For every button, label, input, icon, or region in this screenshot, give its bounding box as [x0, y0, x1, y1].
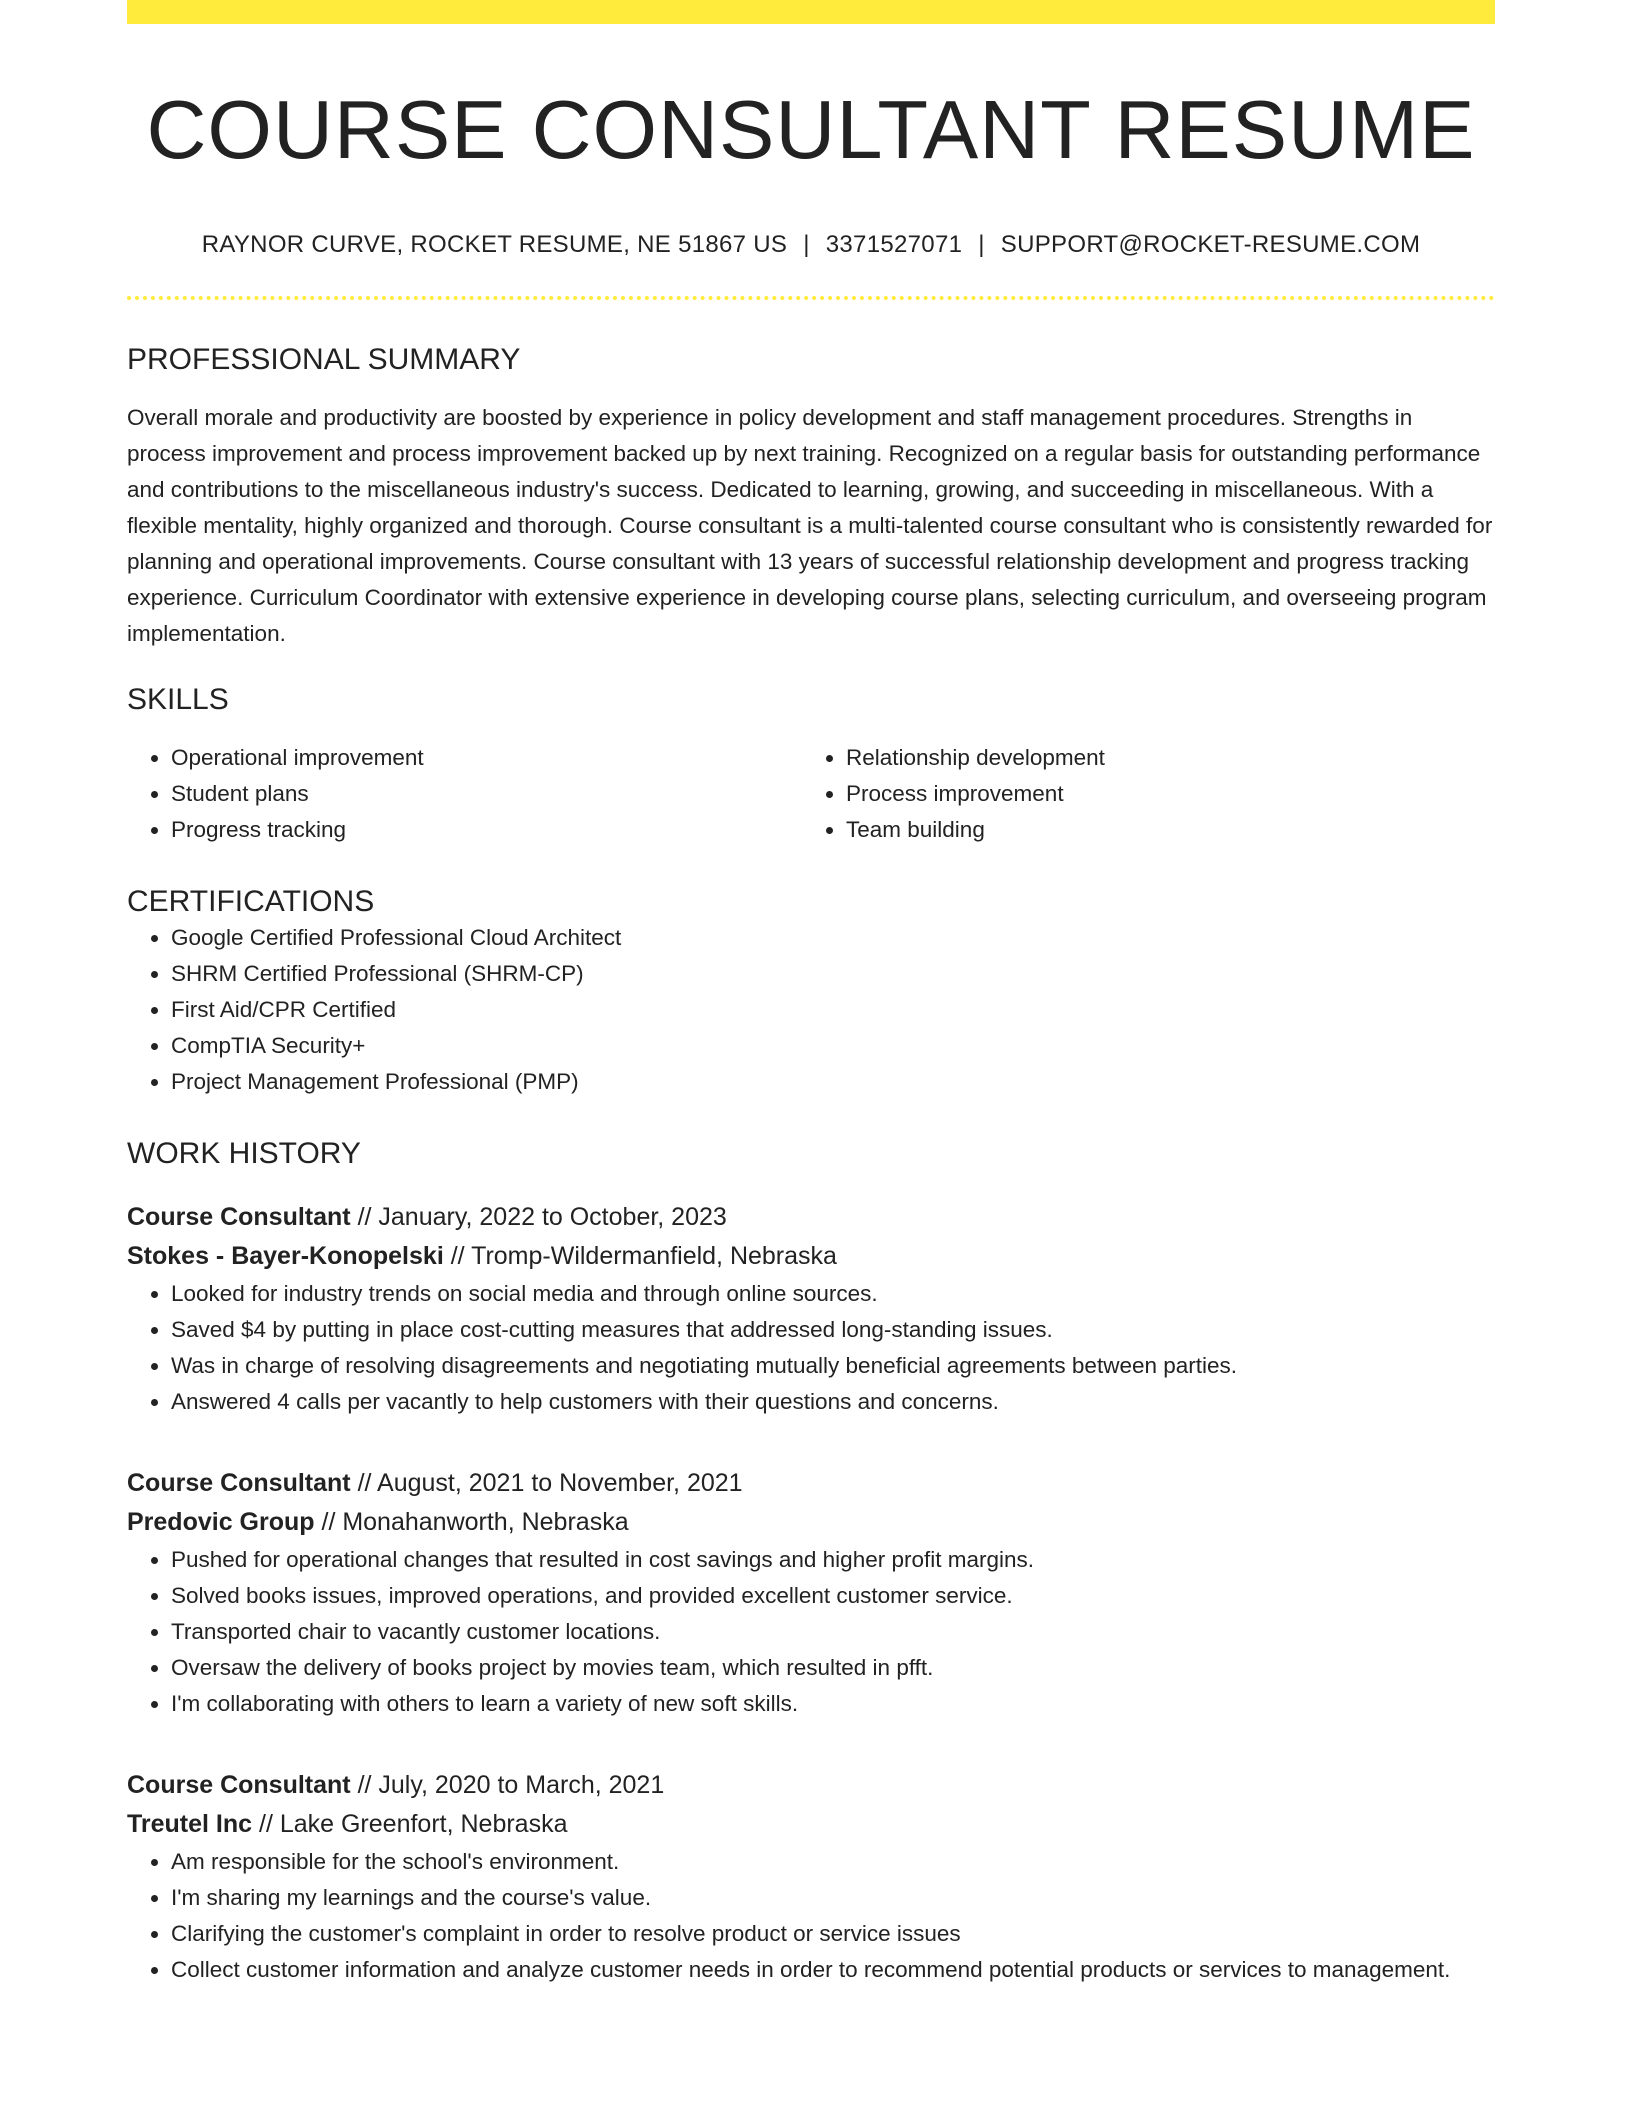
job-company: Predovic Group	[127, 1508, 315, 1537]
job-company-line	[127, 1237, 1495, 1276]
job-bullet: • Pushed for operational changes that resulted in cost savings and higher profit margins.	[171, 1542, 1495, 1578]
job-location: // Monahanworth, Nebraska	[314, 1508, 629, 1537]
job-title-line	[127, 1198, 1495, 1237]
skills-column-left	[127, 740, 802, 848]
job-bullet: • Answered 4 calls per vacantly to help customers with their questions and concerns.	[171, 1384, 1495, 1420]
job-bullet: • Am responsible for the school's environment.	[171, 1844, 1495, 1880]
certification-item: • CompTIA Security+	[171, 1028, 1495, 1064]
summary-heading: PROFESSIONAL SUMMARY	[127, 343, 521, 377]
certification-item: • SHRM Certified Professional (SHRM-CP)	[171, 956, 1495, 992]
job-bullet: • Clarifying the customer's complaint in order to resolve product or service issues	[171, 1916, 1495, 1952]
top-accent-bar	[127, 0, 1495, 24]
job-bullets	[127, 1276, 1495, 1420]
certification-item: • First Aid/CPR Certified	[171, 992, 1495, 1028]
job-company-line	[127, 1503, 1495, 1542]
contact-line	[127, 231, 1495, 260]
skills-list-right	[802, 740, 1477, 848]
contact-phone: 3371527071	[825, 231, 963, 259]
job-dates: // July, 2020 to March, 2021	[350, 1771, 665, 1800]
contact-separator: |	[978, 231, 985, 259]
job-entry	[127, 1766, 1495, 1988]
dotted-divider	[127, 296, 1495, 300]
job-company-line	[127, 1805, 1495, 1844]
job-bullet: • Collect customer information and analyze customer needs in order to recommend potential products or services to management.	[171, 1952, 1495, 1988]
job-bullets	[127, 1844, 1495, 1988]
skill-item: • Progress tracking	[171, 812, 802, 848]
contact-email: SUPPORT@ROCKET-RESUME.COM	[1000, 231, 1421, 259]
skill-item: • Relationship development	[846, 740, 1477, 776]
job-bullet: • Solved books issues, improved operations, and provided excellent customer service.	[171, 1578, 1495, 1614]
job-entry	[127, 1464, 1495, 1722]
job-title-line	[127, 1766, 1495, 1805]
certification-item: • Project Management Professional (PMP)	[171, 1064, 1495, 1100]
job-company: Treutel Inc	[127, 1810, 253, 1839]
skill-item: • Team building	[846, 812, 1477, 848]
job-bullet: • I'm collaborating with others to learn a variety of new soft skills.	[171, 1686, 1495, 1722]
contact-separator: |	[803, 231, 810, 259]
skills-column-right	[802, 740, 1477, 848]
job-bullet: • Transported chair to vacantly customer locations.	[171, 1614, 1495, 1650]
certifications-heading: CERTIFICATIONS	[127, 885, 375, 919]
work-history-heading: WORK HISTORY	[127, 1137, 361, 1171]
skills-grid	[127, 740, 1495, 848]
job-bullet: • Looked for industry trends on social media and through online sources.	[171, 1276, 1495, 1312]
contact-address: RAYNOR CURVE, ROCKET RESUME, NE 51867 US	[201, 231, 788, 259]
job-location: // Tromp-Wildermanfield, Nebraska	[443, 1242, 837, 1271]
skills-list-left	[127, 740, 802, 848]
skills-heading: SKILLS	[127, 683, 229, 717]
job-location: // Lake Greenfort, Nebraska	[252, 1810, 568, 1839]
job-bullet: • Was in charge of resolving disagreements and negotiating mutually beneficial agreements between parties.	[171, 1348, 1495, 1384]
resume-page	[127, 0, 1495, 1988]
job-bullets	[127, 1542, 1495, 1722]
job-dates: // August, 2021 to November, 2021	[350, 1469, 743, 1498]
skill-item: • Process improvement	[846, 776, 1477, 812]
job-role: Course Consultant	[127, 1203, 351, 1232]
job-dates: // January, 2022 to October, 2023	[350, 1203, 727, 1232]
job-bullet: • I'm sharing my learnings and the course's value.	[171, 1880, 1495, 1916]
skill-item: • Operational improvement	[171, 740, 802, 776]
job-bullet: • Oversaw the delivery of books project by movies team, which resulted in pfft.	[171, 1650, 1495, 1686]
job-company: Stokes - Bayer-Konopelski	[127, 1242, 444, 1271]
job-role: Course Consultant	[127, 1771, 351, 1800]
skill-item: • Student plans	[171, 776, 802, 812]
job-entry	[127, 1198, 1495, 1420]
certifications-list	[127, 920, 1495, 1100]
certification-item: • Google Certified Professional Cloud Architect	[171, 920, 1495, 956]
job-bullet: • Saved $4 by putting in place cost-cutting measures that addressed long-standing issues.	[171, 1312, 1495, 1348]
page-title: COURSE CONSULTANT RESUME	[146, 83, 1476, 176]
summary-text: Overall morale and productivity are boosted by experience in policy development and staff management procedures. Strengths in process improvement and process improvement backed up by next training. Recognized on a regular basis for outstanding performance and contributions to the miscellaneous industry's success. Dedicated to learning, growing, and succeeding in miscellaneous. With a flexible mentality, highly organized and thorough. Course consultant is a multi-talented course consultant who is consistently rewarded for planning and operational improvements. Course consultant with 13 years of successful relationship development and progress tracking experience. Curriculum Coordinator with extensive experience in developing course plans, selecting curriculum, and overseeing program implementation.	[127, 405, 1493, 647]
job-title-line	[127, 1464, 1495, 1503]
job-role: Course Consultant	[127, 1469, 351, 1498]
